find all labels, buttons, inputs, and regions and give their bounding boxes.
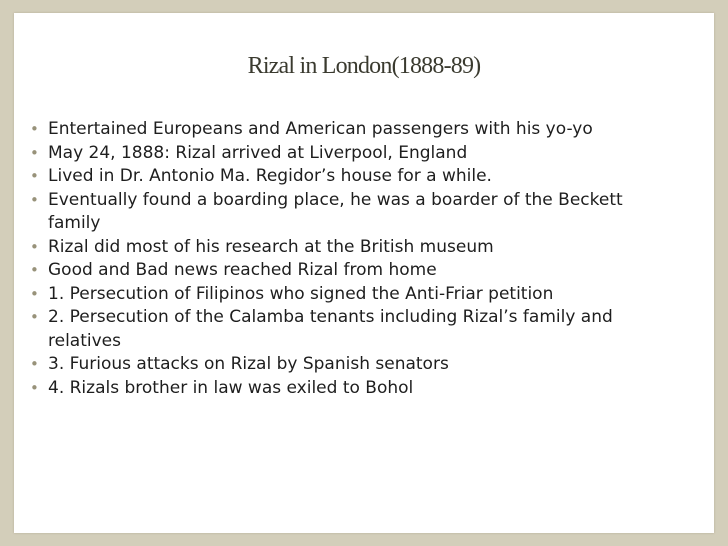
slide-title: Rizal in London(1888-89)	[247, 53, 481, 79]
bullet-text: 4. Rizals brother in law was exiled to Bohol	[48, 377, 414, 398]
bullet-item	[30, 165, 630, 189]
bullet-item	[30, 142, 630, 166]
bullet-text: Rizal did most of his research at the British museum	[48, 236, 494, 257]
bullet-text: 2. Persecution of the Calamba tenants including Rizal’s family and relatives	[48, 307, 613, 351]
bullet-item	[30, 283, 630, 307]
bullet-dot: •	[30, 143, 39, 162]
bullet-list	[30, 118, 630, 400]
bullet-text: Good and Bad news reached Rizal from home	[48, 260, 437, 280]
bullet-item	[30, 118, 630, 142]
slide-panel	[14, 13, 714, 533]
bullet-dot: •	[30, 237, 39, 256]
bullet-text: 3. Furious attacks on Rizal by Spanish senators	[48, 354, 449, 374]
bullet-item	[30, 259, 630, 283]
bullet-dot: •	[30, 120, 39, 138]
bullet-item	[30, 306, 630, 353]
bullet-dot: •	[30, 261, 39, 279]
bullet-item	[30, 353, 630, 377]
bullet-dot: •	[30, 308, 39, 326]
bullet-text: Eventually found a boarding place, he was a boarder of the Beckett family	[48, 189, 623, 233]
bullet-dot: •	[30, 284, 39, 303]
bullet-item	[30, 377, 630, 401]
bullet-text: 1. Persecution of Filipinos who signed the Anti-Friar petition	[48, 283, 554, 304]
bullet-dot: •	[30, 378, 39, 397]
bullet-dot: •	[30, 190, 39, 209]
bullet-dot: •	[30, 355, 39, 373]
bullet-dot: •	[30, 167, 39, 185]
bullet-text: Entertained Europeans and American passengers with his yo-yo	[48, 119, 593, 139]
bullet-item	[30, 189, 630, 236]
bullet-text: Lived in Dr. Antonio Ma. Regidor’s house for a while.	[48, 166, 492, 186]
bullet-item	[30, 236, 630, 260]
bullet-text: May 24, 1888: Rizal arrived at Liverpool, England	[48, 142, 468, 163]
